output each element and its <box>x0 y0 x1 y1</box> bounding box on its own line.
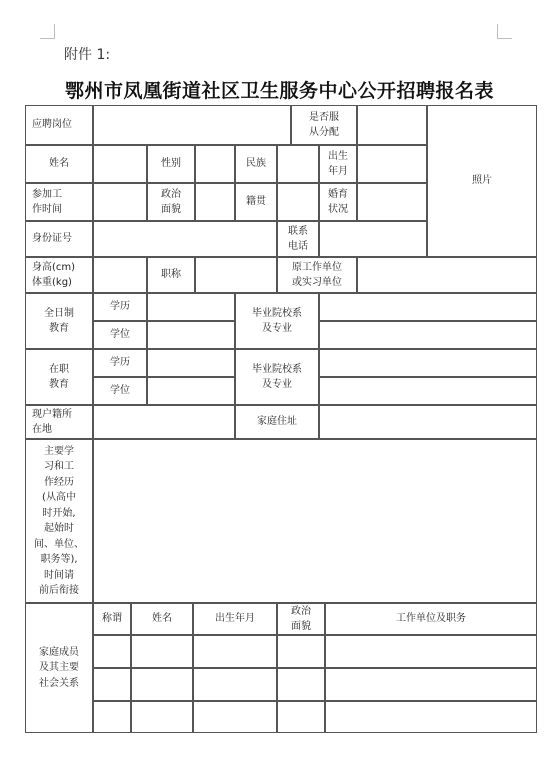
label-phone: 联系 电话 <box>277 221 319 257</box>
col-header-family-birth: 出生年月 <box>193 603 277 635</box>
label-fulltime-education: 全日制 教育 <box>25 293 93 349</box>
label-marital-status: 婚育 状况 <box>319 183 357 221</box>
height-weight-field[interactable] <box>93 257 147 293</box>
family-employer-cell[interactable] <box>325 635 537 668</box>
experience-field[interactable] <box>93 439 537 603</box>
label-height-weight: 身高(cm) 体重(kg) <box>25 257 93 293</box>
label-former-employer: 原工作单位 或实习单位 <box>277 257 357 293</box>
label-political-status: 政治 面貌 <box>147 183 195 221</box>
fulltime-major-field[interactable] <box>319 321 537 349</box>
label-parttime-record: 学历 <box>93 349 147 377</box>
household-registration-field[interactable] <box>93 405 235 439</box>
family-birth-cell[interactable] <box>193 701 277 733</box>
work-start-field[interactable] <box>93 183 147 221</box>
attachment-label: 附件 1: <box>64 47 111 63</box>
position-field[interactable] <box>93 105 291 145</box>
label-title-rank: 职称 <box>147 257 195 293</box>
family-name-cell[interactable] <box>131 668 193 701</box>
birth-date-field[interactable] <box>357 145 427 183</box>
label-ethnicity: 民族 <box>235 145 277 183</box>
label-parttime-school-major: 毕业院校系 及专业 <box>235 349 319 405</box>
fulltime-record-field[interactable] <box>147 293 235 321</box>
phone-field[interactable] <box>319 221 427 257</box>
fulltime-school-field[interactable] <box>319 293 537 321</box>
label-obey-assignment: 是否服 从分配 <box>291 105 357 145</box>
label-parttime-degree: 学位 <box>93 377 147 405</box>
name-field[interactable] <box>93 145 147 183</box>
parttime-school-field[interactable] <box>319 349 537 377</box>
marital-status-field[interactable] <box>357 183 427 221</box>
col-header-relation: 称谓 <box>93 603 131 635</box>
label-name: 姓名 <box>25 145 93 183</box>
parttime-major-field[interactable] <box>319 377 537 405</box>
label-work-start: 参加工 作时间 <box>25 183 93 221</box>
family-relation-cell[interactable] <box>93 668 131 701</box>
parttime-record-field[interactable] <box>147 349 235 377</box>
family-birth-cell[interactable] <box>193 635 277 668</box>
fulltime-degree-field[interactable] <box>147 321 235 349</box>
label-fulltime-degree: 学位 <box>93 321 147 349</box>
label-fulltime-record: 学历 <box>93 293 147 321</box>
label-family-members: 家庭成员 及其主要 社会关系 <box>25 603 93 733</box>
family-political-cell[interactable] <box>277 701 325 733</box>
family-name-cell[interactable] <box>131 635 193 668</box>
form-title: 鄂州市凤凰街道社区卫生服务中心公开招聘报名表 <box>64 80 494 102</box>
family-birth-cell[interactable] <box>193 668 277 701</box>
family-employer-cell[interactable] <box>325 668 537 701</box>
label-parttime-education: 在职 教育 <box>25 349 93 405</box>
col-header-family-political: 政治 面貌 <box>277 603 325 635</box>
id-number-field[interactable] <box>93 221 277 257</box>
label-experience: 主要学 习和工 作经历 (从高中 时开始, 起始时 间、单位、 职务等), 时间请 前后衔接 <box>25 439 93 603</box>
obey-assignment-field[interactable] <box>357 105 427 145</box>
family-name-cell[interactable] <box>131 701 193 733</box>
family-relation-cell[interactable] <box>93 701 131 733</box>
title-rank-field[interactable] <box>195 257 277 293</box>
home-address-field[interactable] <box>319 405 537 439</box>
col-header-employer-position: 工作单位及职务 <box>325 603 537 635</box>
label-birth-date: 出生 年月 <box>319 145 357 183</box>
ethnicity-field[interactable] <box>277 145 319 183</box>
label-home-address: 家庭住址 <box>235 405 319 439</box>
label-native-place: 籍贯 <box>235 183 277 221</box>
label-gender: 性别 <box>147 145 195 183</box>
crop-mark-top-left <box>40 24 55 39</box>
family-political-cell[interactable] <box>277 668 325 701</box>
parttime-degree-field[interactable] <box>147 377 235 405</box>
col-header-family-name: 姓名 <box>131 603 193 635</box>
label-household-registration: 现户籍所 在地 <box>25 405 93 439</box>
family-relation-cell[interactable] <box>93 635 131 668</box>
native-place-field[interactable] <box>277 183 319 221</box>
family-employer-cell[interactable] <box>325 701 537 733</box>
family-political-cell[interactable] <box>277 635 325 668</box>
gender-field[interactable] <box>195 145 235 183</box>
label-id-number: 身份证号 <box>25 221 93 257</box>
former-employer-field[interactable] <box>357 257 537 293</box>
label-fulltime-school-major: 毕业院校系 及专业 <box>235 293 319 349</box>
crop-mark-top-right <box>497 24 512 39</box>
photo-box[interactable]: 照片 <box>427 105 537 257</box>
label-position: 应聘岗位 <box>25 105 93 145</box>
political-status-field[interactable] <box>195 183 235 221</box>
